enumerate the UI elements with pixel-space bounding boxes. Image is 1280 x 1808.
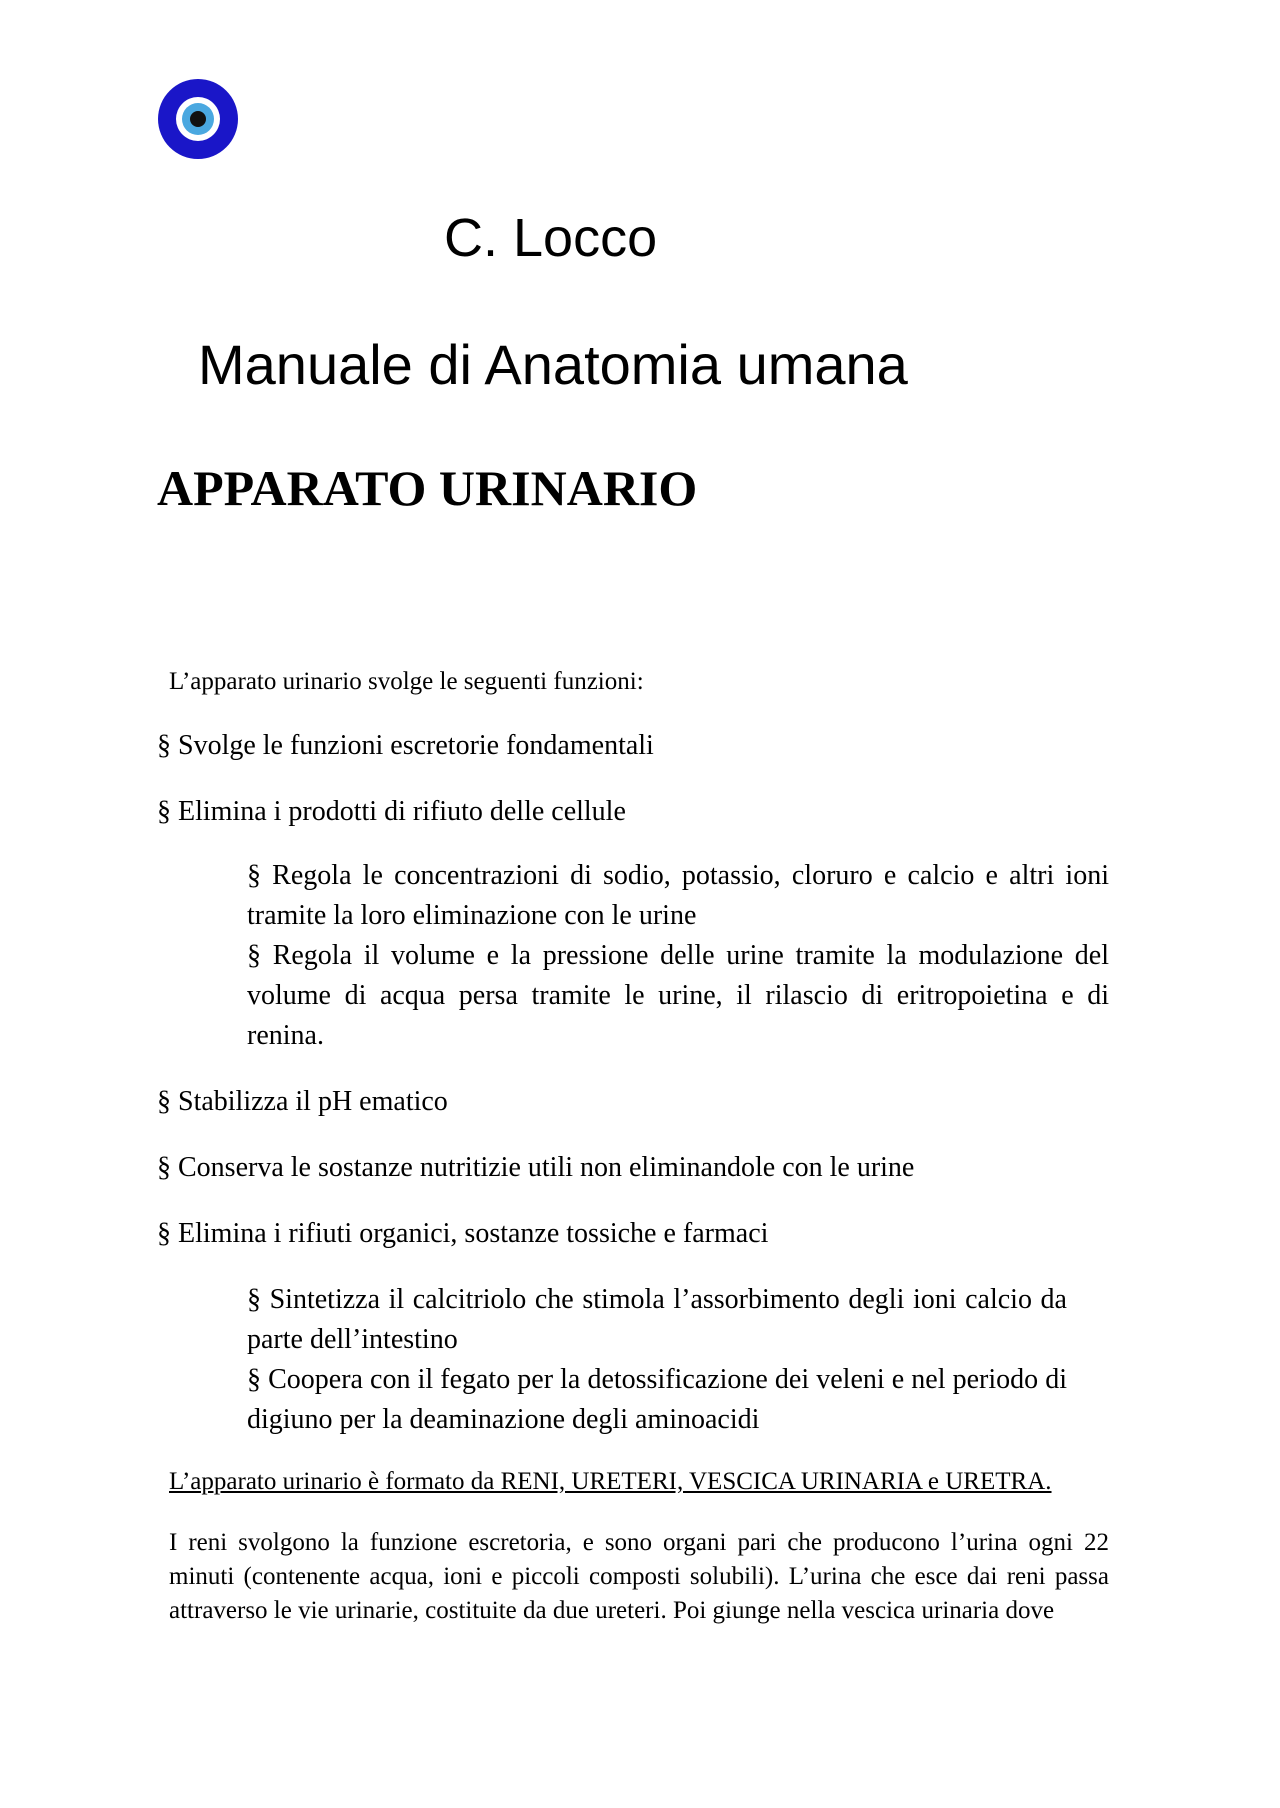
bullet-item: § Elimina i rifiuti organici, sostanze tossiche e farmaci: [157, 1218, 769, 1249]
bullet-item: § Stabilizza il pH ematico: [157, 1086, 448, 1117]
bullet-item: § Elimina i prodotti di rifiuto delle cellule: [157, 796, 626, 827]
intro-text: L’apparato urinario svolge le seguenti funzioni:: [169, 668, 644, 695]
sub-bullet-group: [247, 1280, 1067, 1440]
sub-bullet-item: § Sintetizza il calcitriolo che stimola l’assorbimento degli ioni calcio da parte dell’intestino: [247, 1284, 1067, 1355]
author-name: C. Locco: [444, 208, 658, 268]
sub-bullet-item: § Regola il volume e la pressione delle urine tramite la modulazione del volume di acqua persa tramite le urine, il rilascio di eritropoietina e di renina.: [247, 940, 1109, 1051]
eye-pupil: [190, 111, 206, 127]
paragraph-text: I reni svolgono la funzione escretoria, e sono organi pari che producono l’urina ogni 22 minuti (contenente acqua, ioni e piccoli composti solubili). L’urina che esce dai reni passa attraverso le vie urinarie, costituite da due ureteri. Poi giunge nella vescica urinaria dove: [169, 1529, 1109, 1624]
sub-bullet-item: § Regola le concentrazioni di sodio, potassio, cloruro e calcio e altri ioni tramite la loro eliminazione con le urine: [247, 860, 1109, 931]
body-paragraph: [169, 1526, 1109, 1628]
sub-bullet-group: [247, 856, 1109, 1056]
composition-line: L’apparato urinario è formato da RENI, URETERI, VESCICA URINARIA e URETRA.: [169, 1468, 1052, 1495]
evil-eye-icon: [157, 78, 239, 160]
book-title: Manuale di Anatomia umana: [198, 333, 908, 396]
sub-bullet-item: § Coopera con il fegato per la detossificazione dei veleni e nel periodo di digiuno per la deaminazione degli aminoacidi: [247, 1364, 1067, 1435]
bullet-item: § Conserva le sostanze nutritizie utili non eliminandole con le urine: [157, 1152, 915, 1183]
evil-eye-svg: [157, 78, 239, 160]
section-heading: APPARATO URINARIO: [157, 460, 698, 516]
bullet-item: § Svolge le funzioni escretorie fondamentali: [157, 730, 654, 761]
